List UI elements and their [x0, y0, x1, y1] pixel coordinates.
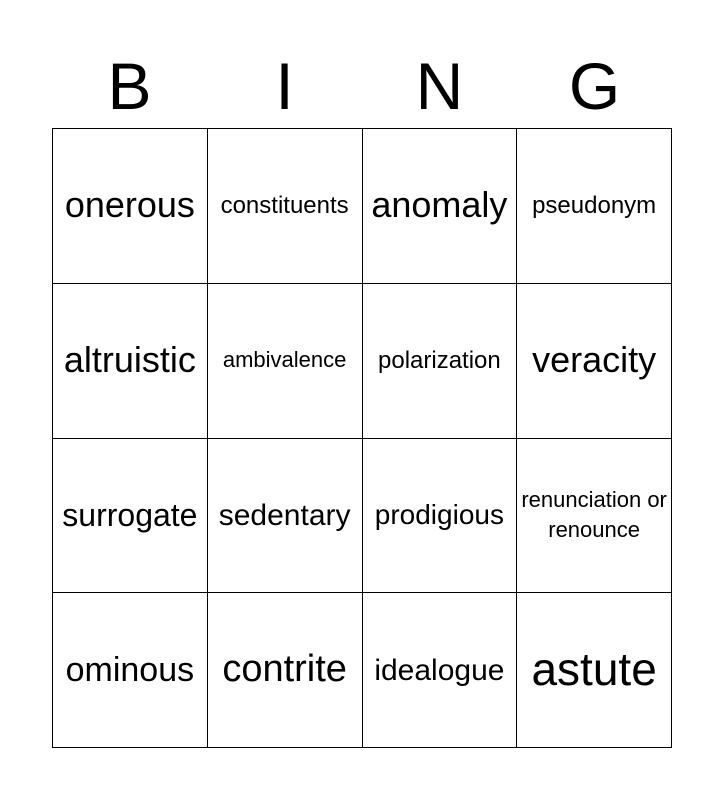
bingo-board	[52, 128, 672, 748]
header-letter-g: G	[568, 49, 621, 123]
cell-word: altruistic	[63, 339, 196, 381]
cell-word: onerous	[64, 184, 195, 226]
bingo-cell[interactable]	[53, 284, 208, 439]
cell-word: idealogue	[374, 653, 505, 687]
bingo-cell[interactable]	[208, 129, 363, 284]
cell-word: renunciation or renounce	[521, 487, 667, 543]
cell-word: pseudonym	[532, 192, 657, 220]
cell-word: prodigious	[374, 499, 504, 531]
header-letter-n: N	[415, 49, 464, 123]
header-letter-i: I	[275, 49, 294, 123]
cell-word: constituents	[220, 192, 349, 220]
cell-word: veracity	[532, 339, 657, 381]
bingo-cell[interactable]	[208, 284, 363, 439]
header-letter-b: B	[107, 49, 152, 123]
cell-word: contrite	[222, 648, 347, 691]
cell-word: surrogate	[62, 496, 198, 533]
bingo-cell[interactable]	[517, 284, 672, 439]
bingo-cell[interactable]	[53, 439, 208, 594]
cell-word: sedentary	[218, 498, 351, 532]
cell-word: anomaly	[371, 184, 508, 226]
bingo-cell[interactable]	[517, 129, 672, 284]
cell-word: astute	[531, 643, 657, 696]
bingo-cell[interactable]	[517, 439, 672, 594]
cell-word: ambivalence	[222, 347, 347, 373]
cell-word: ominous	[65, 651, 195, 690]
bingo-cell[interactable]	[208, 439, 363, 594]
bingo-cell[interactable]	[363, 593, 518, 748]
bingo-header	[52, 44, 672, 128]
bingo-cell[interactable]	[517, 593, 672, 748]
bingo-cell[interactable]	[53, 129, 208, 284]
cell-word: polarization	[378, 347, 501, 375]
bingo-cell[interactable]	[363, 129, 518, 284]
bingo-cell[interactable]	[363, 284, 518, 439]
bingo-cell[interactable]	[208, 593, 363, 748]
bingo-cell[interactable]	[363, 439, 518, 594]
bingo-cell[interactable]	[53, 593, 208, 748]
